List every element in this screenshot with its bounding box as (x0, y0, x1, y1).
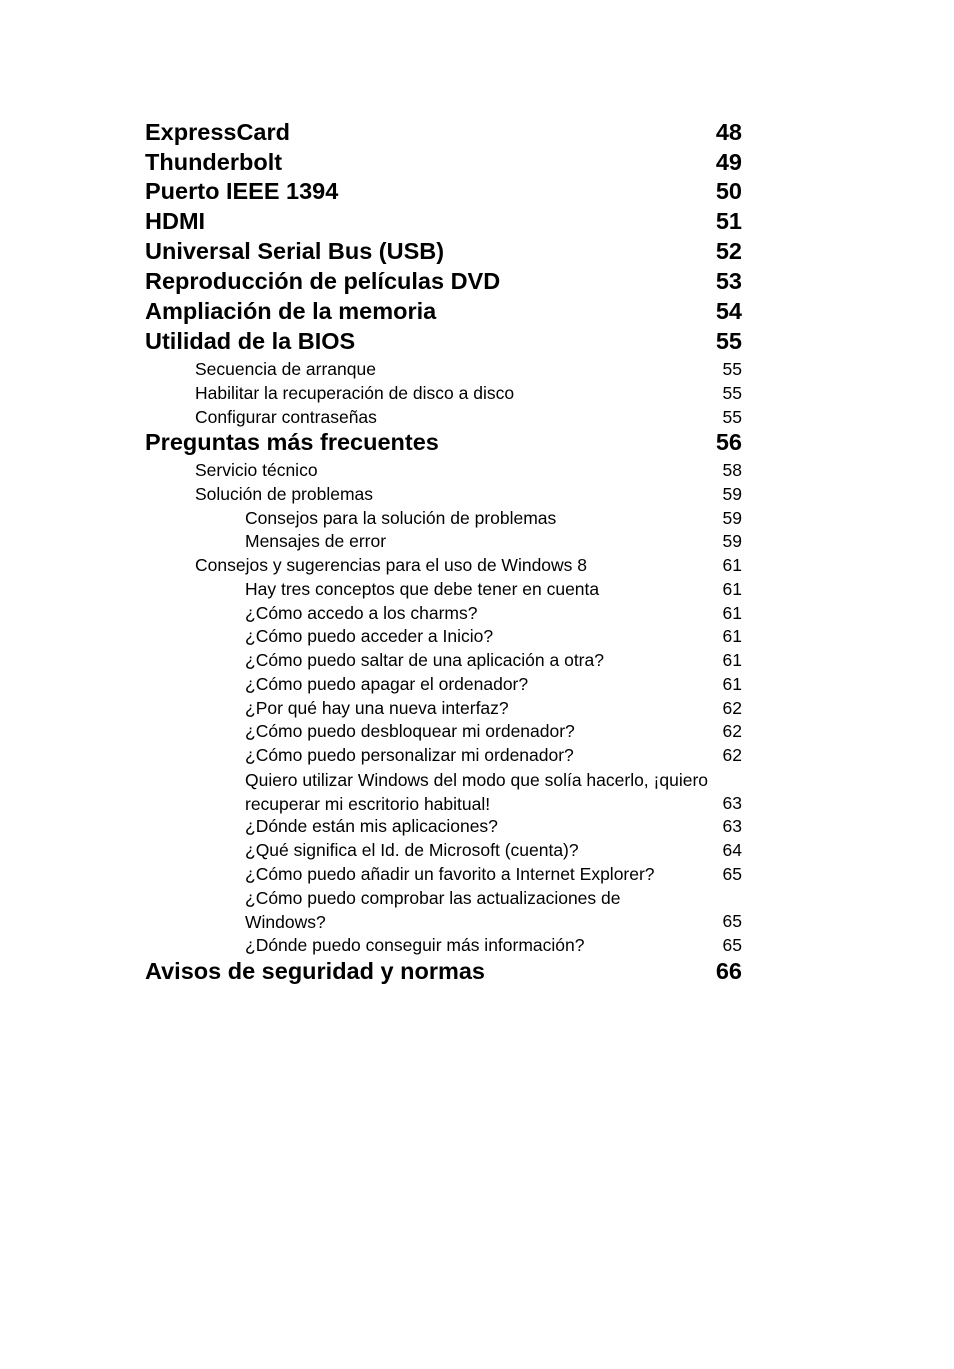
toc-entry-title: Consejos y sugerencias para el uso de Windows 8 (195, 555, 588, 575)
toc-entry-page: 61 (722, 603, 742, 623)
toc-entry-memoria[interactable] (0, 297, 954, 325)
toc-entry-page: 59 (722, 508, 742, 528)
toc-entry-page: 55 (715, 328, 742, 354)
toc-entry-inicio[interactable] (0, 625, 954, 647)
toc-entry-title: Mensajes de error (245, 531, 387, 551)
toc-entry-apagar[interactable] (0, 673, 954, 695)
toc-entry-preguntas[interactable] (0, 428, 954, 456)
toc-entry-title: Preguntas más frecuentes (145, 429, 439, 455)
toc-entry-page: 50 (715, 178, 742, 204)
toc-entry-desbloquear[interactable] (0, 720, 954, 742)
toc-entry-page: 66 (715, 958, 742, 984)
toc-entry-page: 65 (722, 864, 742, 884)
toc-entry-contrasenas[interactable] (0, 406, 954, 428)
toc-entry-title: ExpressCard (145, 119, 290, 145)
toc-entry-title: Universal Serial Bus (USB) (145, 238, 445, 264)
toc-entry-title: ¿Cómo puedo comprobar las actualizaciones de Windows? (245, 888, 621, 932)
toc-entry-actualizaciones[interactable] (0, 886, 954, 932)
toc-entry-thunderbolt[interactable] (0, 148, 954, 176)
toc-entry-page: 58 (722, 460, 742, 480)
toc-entry-bios[interactable] (0, 327, 954, 355)
toc-entry-title: Ampliación de la memoria (145, 298, 437, 324)
toc-entry-title: ¿Dónde están mis aplicaciones? (245, 816, 498, 836)
toc-entry-title: Hay tres conceptos que debe tener en cuenta (245, 579, 600, 599)
toc-entry-personalizar[interactable] (0, 744, 954, 766)
toc-entry-hdmi[interactable] (0, 207, 954, 235)
toc-entry-page: 62 (722, 745, 742, 765)
toc-entry-title: Consejos para la solución de problemas (245, 508, 557, 528)
toc-entry-recuperacion-disco[interactable] (0, 382, 954, 404)
toc-entry-mensajes-error[interactable] (0, 530, 954, 552)
toc-entry-page: 51 (715, 208, 742, 234)
toc-entry-saltar-aplicacion[interactable] (0, 649, 954, 671)
toc-entry-title: ¿Cómo puedo añadir un favorito a Internet Explorer? (245, 864, 655, 884)
toc-entry-avisos[interactable] (0, 957, 954, 985)
toc-entry-expresscard[interactable] (0, 118, 954, 146)
toc-entry-page: 55 (722, 383, 742, 403)
toc-entry-page: 64 (722, 840, 742, 860)
toc-entry-page: 61 (722, 626, 742, 646)
toc-entry-title: ¿Dónde puedo conseguir más información? (245, 935, 585, 955)
toc-entry-page: 59 (722, 484, 742, 504)
toc-entry-page: 61 (722, 555, 742, 575)
toc-entry-page: 62 (722, 698, 742, 718)
toc-entry-title: Quiero utilizar Windows del modo que solía hacerlo, ¡quiero recuperar mi escritorio habitual! (245, 770, 709, 814)
toc-entry-page: 65 (722, 911, 742, 931)
toc-entry-page: 53 (715, 268, 742, 294)
toc-entry-usb[interactable] (0, 237, 954, 265)
toc-entry-title: Configurar contraseñas (195, 407, 377, 427)
toc-entry-aplicaciones[interactable] (0, 815, 954, 837)
toc-entry-page: 61 (722, 650, 742, 670)
toc-entry-title: ¿Cómo puedo apagar el ordenador? (245, 674, 529, 694)
toc-entry-title: Secuencia de arranque (195, 359, 376, 379)
toc-entry-title: ¿Cómo puedo acceder a Inicio? (245, 626, 494, 646)
toc-entry-title: ¿Por qué hay una nueva interfaz? (245, 698, 509, 718)
toc-entry-page: 63 (722, 816, 742, 836)
toc-entry-consejos-solucion[interactable] (0, 507, 954, 529)
toc-entry-escritorio-habitual[interactable] (0, 768, 954, 814)
toc-entry-page: 55 (722, 407, 742, 427)
toc-entry-title: ¿Cómo puedo saltar de una aplicación a otra? (245, 650, 604, 670)
toc-entry-page: 62 (722, 721, 742, 741)
toc-entry-title: Habilitar la recuperación de disco a disco (195, 383, 515, 403)
toc-entry-dvd[interactable] (0, 267, 954, 295)
toc-entry-page: 61 (722, 579, 742, 599)
toc-entry-secuencia-arranque[interactable] (0, 358, 954, 380)
toc-entry-solucion-problemas[interactable] (0, 483, 954, 505)
toc-entry-title: Puerto IEEE 1394 (145, 178, 339, 204)
toc-entry-page: 54 (715, 298, 742, 324)
toc-entry-title: ¿Cómo accedo a los charms? (245, 603, 478, 623)
toc-entry-title: Thunderbolt (145, 149, 283, 175)
toc-entry-favorito-ie[interactable] (0, 863, 954, 885)
toc-entry-page: 52 (715, 238, 742, 264)
toc-entry-page: 61 (722, 674, 742, 694)
toc-entry-title: Servicio técnico (195, 460, 318, 480)
toc-entry-title: Reproducción de películas DVD (145, 268, 501, 294)
toc-entry-title: HDMI (145, 208, 206, 234)
toc-entry-page: 59 (722, 531, 742, 551)
toc-entry-nueva-interfaz[interactable] (0, 697, 954, 719)
toc-entry-title: ¿Cómo puedo desbloquear mi ordenador? (245, 721, 575, 741)
toc-entry-page: 63 (722, 793, 742, 813)
toc-entry-page: 56 (715, 429, 742, 455)
toc-entry-title: Solución de problemas (195, 484, 374, 504)
toc-entry-title: Utilidad de la BIOS (145, 328, 356, 354)
toc-entry-title: Avisos de seguridad y normas (145, 958, 485, 984)
toc-entry-windows8[interactable] (0, 554, 954, 576)
toc-entry-ieee1394[interactable] (0, 177, 954, 205)
toc-entry-page: 65 (722, 935, 742, 955)
toc-entry-charms[interactable] (0, 602, 954, 624)
toc-entry-id-microsoft[interactable] (0, 839, 954, 861)
toc-entry-page: 55 (722, 359, 742, 379)
toc-entry-mas-informacion[interactable] (0, 934, 954, 956)
toc-entry-page: 49 (715, 149, 742, 175)
toc-entry-tres-conceptos[interactable] (0, 578, 954, 600)
toc-entry-title: ¿Qué significa el Id. de Microsoft (cuenta)? (245, 840, 579, 860)
toc-entry-page: 48 (715, 119, 742, 145)
toc-entry-servicio-tecnico[interactable] (0, 459, 954, 481)
toc-entry-title: ¿Cómo puedo personalizar mi ordenador? (245, 745, 574, 765)
